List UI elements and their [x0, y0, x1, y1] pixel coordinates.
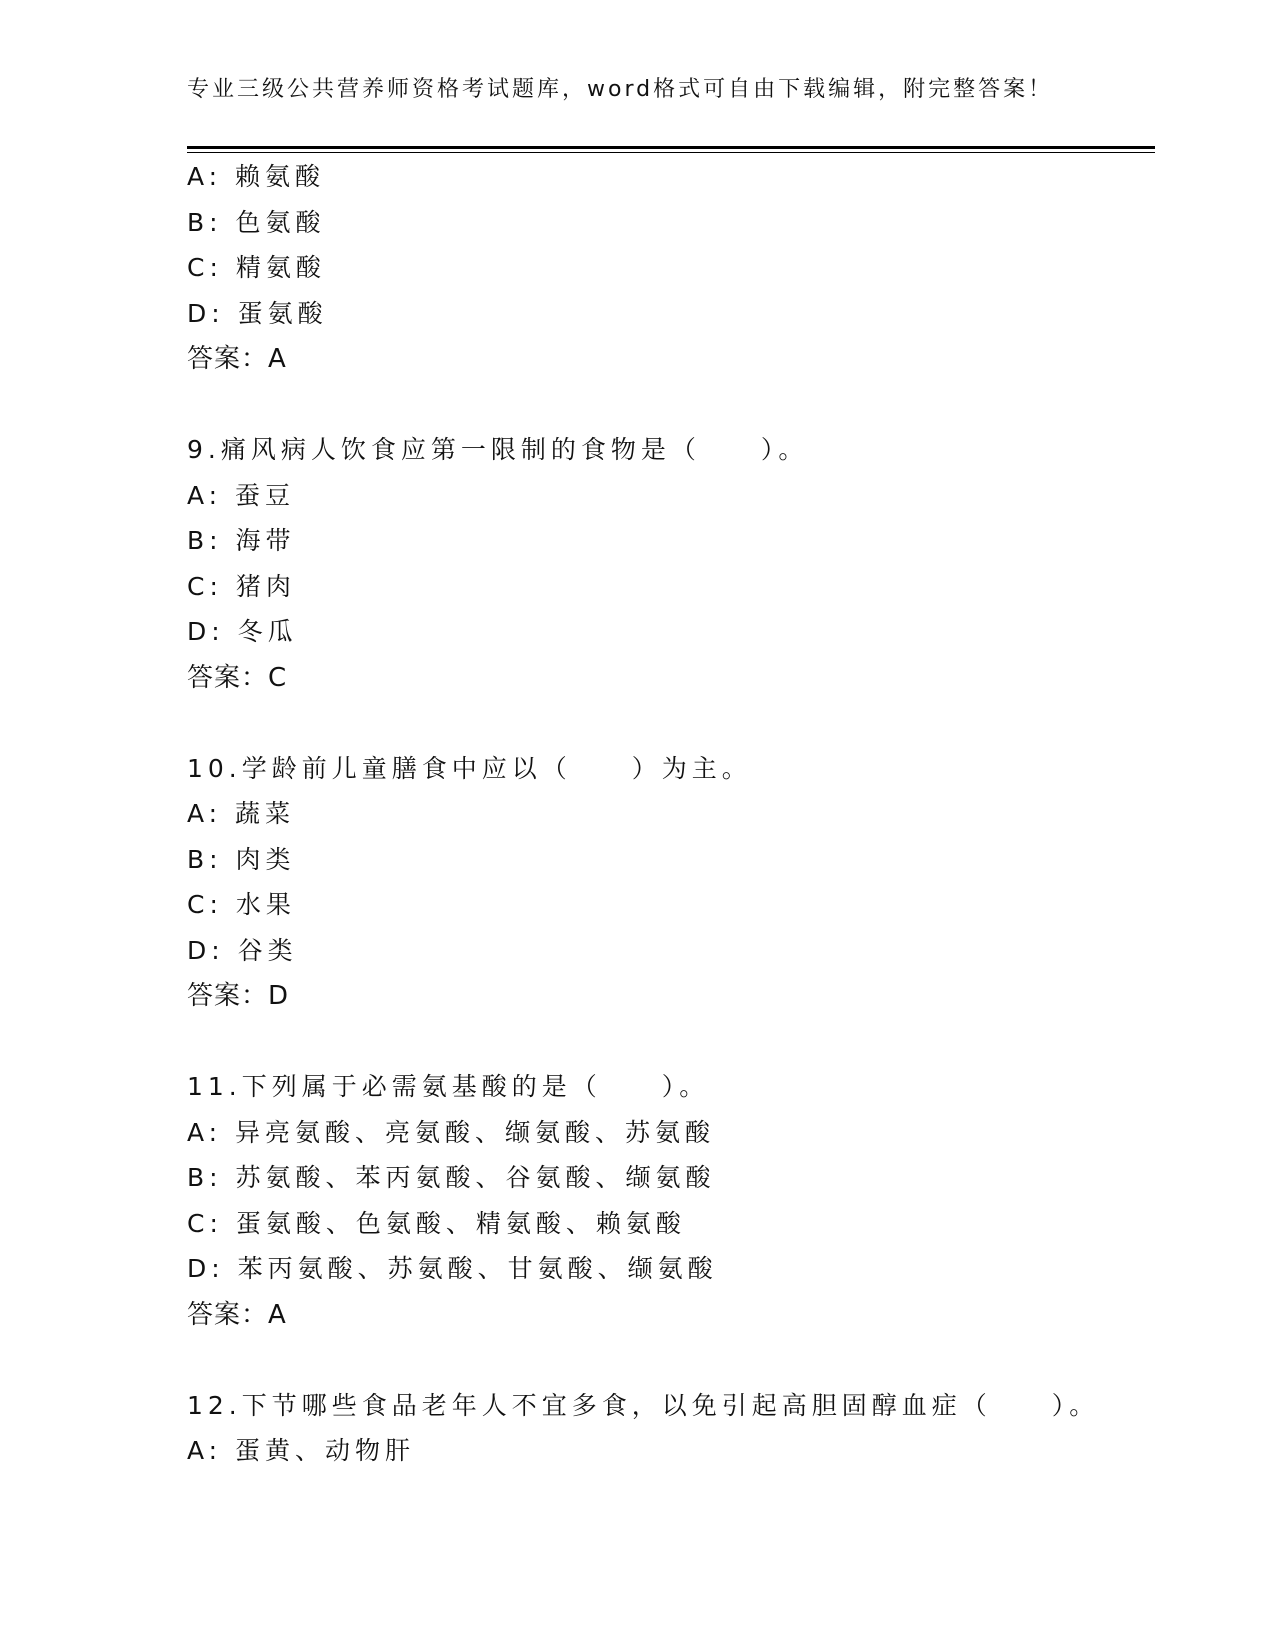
question-list [187, 154, 1155, 1474]
question-text: 9.痛风病人饮食应第一限制的食物是（ ）。 [187, 435, 809, 464]
option-a: A: 异亮氨酸、亮氨酸、缬氨酸、苏氨酸 [187, 1117, 716, 1147]
question-text: 12.下节哪些食品老年人不宜多食，以免引起高胆固醇血症（ ）。 [187, 1390, 1100, 1420]
block-spacer [187, 382, 1155, 427]
option-a: A: 赖氨酸 [187, 162, 326, 191]
option-b: B: 苏氨酸、苯丙氨酸、谷氨酸、缬氨酸 [187, 1163, 716, 1192]
answer: 答案：C [187, 662, 288, 693]
option-b: B: 海带 [187, 526, 296, 555]
option-a: A: 蛋黄、动物肝 [187, 1436, 416, 1465]
option-d: D: 蛋氨酸 [187, 298, 328, 328]
option-b: B: 肉类 [187, 844, 296, 874]
option-c: C: 精氨酸 [187, 253, 326, 282]
header-rule-thin [187, 152, 1155, 153]
option-d: D: 苯丙氨酸、苏氨酸、甘氨酸、缬氨酸 [187, 1254, 718, 1283]
option-b: B: 色氨酸 [187, 207, 326, 237]
option-d: D: 冬瓜 [187, 617, 298, 646]
answer: 答案：D [187, 981, 290, 1011]
answer: 答案：A [187, 344, 287, 374]
option-c: C: 猪肉 [187, 571, 296, 601]
question-block [187, 1064, 1155, 1338]
question-block [187, 427, 1155, 701]
block-spacer [187, 701, 1155, 746]
question-block [187, 154, 1155, 382]
block-spacer [187, 1019, 1155, 1064]
header-rule-thick [187, 146, 1155, 149]
option-c: C: 蛋氨酸、色氨酸、精氨酸、赖氨酸 [187, 1208, 686, 1238]
answer: 答案：A [187, 1299, 287, 1330]
question-text: 10.学龄前儿童膳食中应以（ ）为主。 [187, 753, 752, 783]
option-c: C: 水果 [187, 890, 296, 919]
block-spacer [187, 1338, 1155, 1383]
page-header: 专业三级公共营养师资格考试题库，word格式可自由下载编辑，附完整答案！ [187, 77, 1054, 102]
option-a: A: 蚕豆 [187, 480, 296, 510]
option-a: A: 蔬菜 [187, 799, 296, 828]
option-d: D: 谷类 [187, 935, 298, 965]
question-block [187, 746, 1155, 1020]
question-block [187, 1383, 1155, 1474]
question-text: 11.下列属于必需氨基酸的是（ ）。 [187, 1072, 710, 1101]
